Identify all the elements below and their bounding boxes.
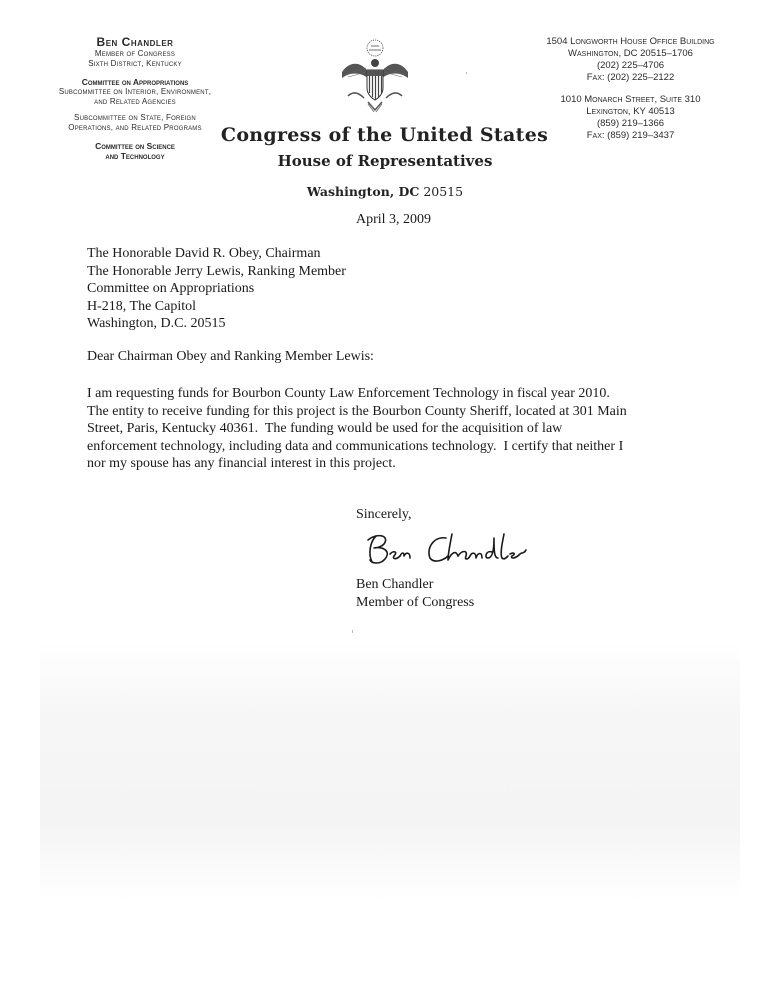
district: Sixth District, Kentucky	[88, 59, 182, 68]
city-line	[290, 184, 480, 199]
committee-appropriations: Committee on Appropriations	[81, 77, 189, 87]
body-line: enforcement technology, including data and communications technology. I certify that neither I	[87, 438, 624, 454]
subcommittee-state-line1: Subcommittee on State, Foreign	[74, 113, 196, 122]
dc-office-phone: (202) 225–4706	[596, 60, 665, 71]
subcommittee-interior-line1: Subcommittee on Interior, Environment,	[58, 87, 212, 96]
dc-office-fax: Fax: (202) 225–2122	[586, 72, 675, 83]
signer-name: Ben Chandler	[356, 577, 434, 592]
dc-office-line1: 1504 Longworth House Office Building	[546, 36, 715, 47]
city-zip: 20515	[423, 184, 464, 199]
congress-title: Congress of the United States	[220, 124, 549, 146]
ky-office-phone: (859) 219–1366	[596, 118, 665, 129]
ky-office-line2: Lexington, KY 40513	[586, 106, 675, 117]
letter-body	[87, 385, 717, 473]
recipient-address	[87, 245, 346, 333]
body-line: I am requesting funds for Bourbon County Law Enforcement Technology in fiscal year 2010.	[87, 386, 610, 401]
recipient-line: Washington, D.C. 20515	[87, 316, 226, 331]
scan-speck	[352, 630, 353, 633]
subcommittee-state-line2: Operations, and Related Programs	[68, 123, 202, 132]
letterhead-left	[30, 35, 240, 161]
dc-office-line2: Washington, DC 20515–1706	[568, 48, 693, 59]
city-name: Washington, DC	[306, 184, 420, 199]
great-seal-icon	[338, 38, 413, 118]
signer-title: Member of Congress	[356, 594, 475, 610]
scan-background-shade	[40, 640, 740, 900]
body-line: The entity to receive funding for this project is the Bourbon County Sheriff, located at 301 Main	[87, 403, 627, 419]
committee-science-line2: and Technology	[105, 151, 165, 161]
subcommittee-interior-line2: and Related Agencies	[94, 97, 176, 106]
handwritten-signature	[364, 528, 534, 570]
member-title: Member of Congress	[94, 49, 176, 58]
closing: Sincerely,	[356, 507, 412, 522]
recipient-line: The Honorable David R. Obey, Chairman	[87, 246, 321, 261]
body-line: Street, Paris, Kentucky 40361. The funding would be used for the acquisition of law	[87, 421, 563, 436]
letter-date: April 3, 2009	[356, 212, 432, 227]
member-name: Ben Chandler	[96, 35, 174, 49]
committee-science-line1: Committee on Science	[95, 141, 175, 151]
salutation: Dear Chairman Obey and Ranking Member Lewis:	[87, 349, 374, 364]
scan-speck	[466, 72, 467, 74]
recipient-line: H-218, The Capitol	[87, 298, 197, 314]
body-line: nor my spouse has any financial interest in this project.	[87, 456, 396, 471]
house-title: House of Representatives	[277, 152, 493, 170]
recipient-line: Committee on Appropriations	[87, 281, 255, 296]
ky-office-line1: 1010 Monarch Street, Suite 310	[560, 94, 701, 105]
recipient-line: The Honorable Jerry Lewis, Ranking Member	[87, 263, 346, 279]
signer-block	[356, 576, 474, 611]
ky-office-fax: Fax: (859) 219–3437	[586, 130, 675, 141]
